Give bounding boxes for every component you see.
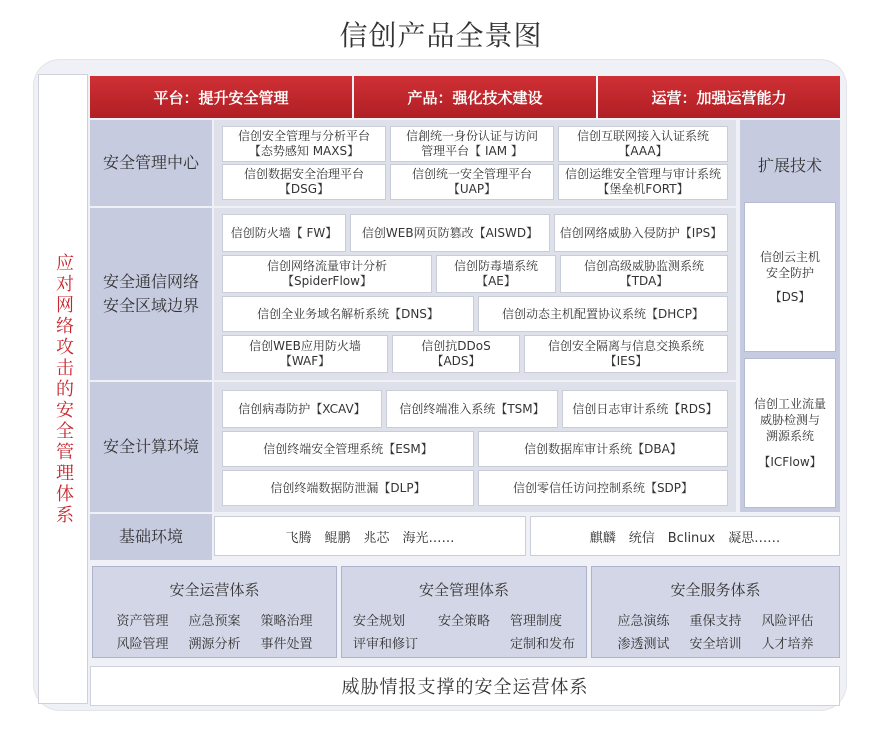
product-xcav: 信创病毒防护【XCAV】 [222,390,382,428]
system-services-title: 安全服务体系 [670,581,761,599]
row-label-network-boundary [90,208,212,380]
extension-icflow: 信创工业流量 威胁检测与 溯源系统 【ICFlow】 [744,358,836,508]
product-uap: 信创统一安全管理平台 【UAP】 [390,164,554,200]
extension-title: 扩展技术 [757,156,822,175]
row-label-network: 安全通信网络 [102,272,199,291]
system-management: 安全管理体系 安全规划 安全策略 管理制度 评审和修订 定制和发布 [341,566,587,658]
product-esm: 信创终端安全管理系统【ESM】 [222,431,474,467]
row-label-base: 基础环境 [90,514,212,560]
top-bar-platform: 平台：提升安全管理 [90,76,352,118]
page-title: 信创产品全景图 [339,19,543,52]
product-ips: 信创网络威胁入侵防护【IPS】 [554,214,728,252]
row-label-computing: 安全计算环境 [90,382,212,512]
product-sdp: 信创零信任访问控制系统【SDP】 [478,470,728,506]
product-spiderflow: 信创网络流量审计分析 【SpiderFlow】 [222,255,432,293]
product-tda: 信创高级威胁监测系统 【TDA】 [560,255,728,293]
footer-threat-intel: 威胁情报支撑的安全运营体系 [90,666,840,706]
extension-ds: 信创云主机 安全防护 【DS】 [744,202,836,352]
system-operations: 安全运营体系 资产管理 应急预案 策略治理 风险管理 溯源分析 事件处置 [92,566,337,658]
product-maxs: 信创安全管理与分析平台 【态势感知 MAXS】 [222,126,386,162]
product-dlp: 信创终端数据防泄漏【DLP】 [222,470,474,506]
system-services: 安全服务体系 应急演练 重保支持 风险评估 渗透测试 安全培训 人才培养 [591,566,840,658]
product-dsg: 信创数据安全治理平台 【DSG】 [222,164,386,200]
product-ae: 信创防毒墙系统 【AE】 [436,255,556,293]
left-column [38,74,88,704]
product-ads: 信创抗DDoS 【ADS】 [392,335,520,373]
row-label-boundary: 安全区域边界 [102,296,199,315]
left-column-label: 应对网络攻击的安全管理体系 [53,252,74,526]
row-label-management-center: 安全管理中心 [90,120,212,206]
product-aaa: 信创互联网接入认证系统 【AAA】 [558,126,728,162]
base-os: 麒麟 统信 Bclinux 凝思…… [530,516,840,556]
product-iam: 信創统一身份认证与访问 管理平台【 IAM 】 [390,126,554,162]
base-hardware: 飞腾 鲲鹏 兆芯 海光…… [214,516,526,556]
product-waf: 信创WEB应用防火墙 【WAF】 [222,335,388,373]
top-bar-operation: 运营：加强运营能力 [598,76,840,118]
product-dns: 信创全业务域名解析系统【DNS】 [222,296,474,332]
product-dhcp: 信创动态主机配置协议系统【DHCP】 [478,296,728,332]
product-ies: 信创安全隔离与信息交换系统 【IES】 [524,335,728,373]
product-dba: 信创数据库审计系统【DBA】 [478,431,728,467]
system-operations-title: 安全运营体系 [169,581,260,599]
product-fort: 信创运维安全管理与审计系统 【堡垒机FORT】 [558,164,728,200]
product-aiswd: 信创WEB网页防篡改【AISWD】 [350,214,550,252]
product-fw: 信创防火墙【 FW】 [222,214,346,252]
system-management-title: 安全管理体系 [418,581,509,599]
product-rds: 信创日志审计系统【RDS】 [562,390,728,428]
top-bar-product: 产品：强化技术建设 [354,76,596,118]
product-tsm: 信创终端准入系统【TSM】 [386,390,558,428]
